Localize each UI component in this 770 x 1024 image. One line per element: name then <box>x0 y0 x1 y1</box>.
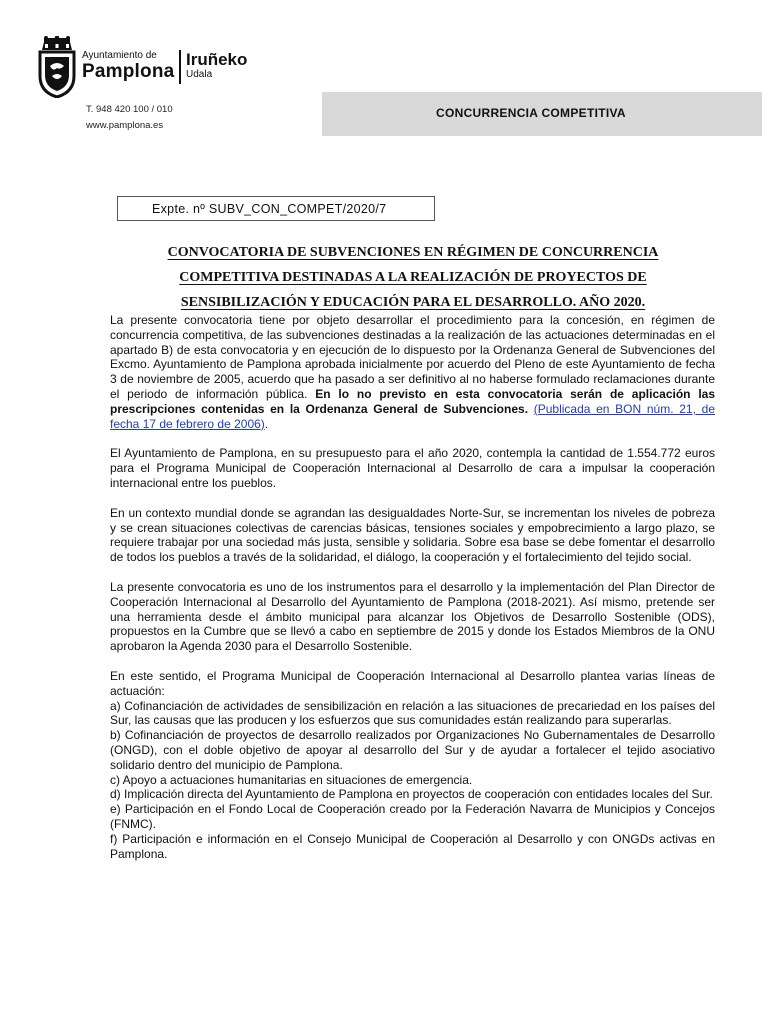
lineas-intro: En este sentido, el Programa Municipal de Cooperación Internacional al Desarrollo plantea varias líneas de actuación: <box>110 668 715 698</box>
org-name-es <box>82 50 174 82</box>
paragraph-contexto: En un contexto mundial donde se agrandan las desigualdades Norte-Sur, se incrementan los niveles de pobreza y se crean situaciones colectivas de carencias básicas, tensiones sociales y empobrecimiento a largo plazo, se requiere trabajar por una sociedad más justa, sensible y solidaria. Sobre esa base se debe fomentar el desarrollo de todos los pueblos a través de la solidaridad, el diálogo, la cooperación y el fortalecimiento del tejido social. <box>110 505 715 565</box>
org-line2: Pamplona <box>82 61 175 82</box>
paragraph-end: . <box>264 416 269 431</box>
list-item: e) Participación en el Fondo Local de Cooperación creado por la Federación Navarra de Municipios y Concejos (FNMC). <box>110 802 715 831</box>
org-line1: Ayuntamiento de <box>82 50 157 61</box>
coat-of-arms-icon <box>36 36 78 98</box>
list-item: d) Implicación directa del Ayuntamiento de Pamplona en proyectos de cooperación con entidades locales del Sur. <box>110 787 713 802</box>
title-line: SENSIBILIZACIÓN Y EDUCACIÓN PARA EL DESARROLLO. AÑO 2020. <box>180 295 646 310</box>
pamplona-logo <box>36 36 276 98</box>
bon-link[interactable]: (Publicada en BON núm. 21, de fecha 17 de febrero de 2006) <box>110 401 715 431</box>
logo-divider <box>179 50 181 84</box>
document-title <box>108 240 718 315</box>
concurrencia-label: CONCURRENCIA COMPETITIVA <box>436 106 626 120</box>
contact-info <box>86 102 173 134</box>
list-item: b) Cofinanciación de proyectos de desarrollo realizados por Organizaciones No Gubernamentales de Desarrollo (ONGD), con el doble objetivo de apoyar al desarrollo del Sur y de ayudar a fortalecer el tejido asociativo solidario dentro del municipio de Pamplona. <box>110 728 715 772</box>
paragraph-bold: En lo no previsto en esta convocatoria serán de aplicación las prescripciones contenidas en la Ordenanza General de Subvenciones. <box>110 386 715 416</box>
title-line: CONVOCATORIA DE SUBVENCIONES EN RÉGIMEN DE CONCURRENCIA <box>167 245 659 260</box>
list-item: c) Apoyo a actuaciones humanitarias en situaciones de emergencia. <box>110 772 473 787</box>
website: www.pamplona.es <box>86 120 164 131</box>
org-eus-line2: Udala <box>186 69 213 80</box>
list-item: a) Cofinanciación de actividades de sensibilización en relación a las situaciones de precariedad en los países del Sur, las causas que las producen y los esfuerzos que sus comunidades están realizando para superarlas. <box>110 698 715 728</box>
list-item: f) Participación e información en el Consejo Municipal de Cooperación al Desarrollo y con ONGDs activas en Pamplona. <box>110 831 715 861</box>
org-eus-line1: Iruñeko <box>186 50 248 69</box>
expediente-box: Expte. nº SUBV_CON_COMPET/2020/7 <box>117 196 435 221</box>
paragraph-objeto <box>110 313 715 431</box>
paragraph-lineas <box>110 669 715 861</box>
title-line: COMPETITIVA DESTINADAS A LA REALIZACIÓN DE PROYECTOS DE <box>179 270 647 285</box>
phone: T. 948 420 100 / 010 <box>86 104 173 115</box>
paragraph-text: La presente convocatoria tiene por objeto desarrollar el procedimiento para la concesión, en régimen de concurrencia competitiva, de las subvenciones destinadas a la realización de las actuaciones determinadas en el apartado B) de esta convocatoria y en ejecución de lo dispuesto por la Ordenanza General de Subvenciones del Excmo. Ayuntamiento de Pamplona aprobada inicialmente por acuerdo del Pleno de este Ayuntamiento de fecha 3 de noviembre de 2005, acuerdo que ha pasado a ser definitivo al no haberse formulado reclamaciones durante el periodo de información pública. <box>110 313 715 401</box>
paragraph-presupuesto: El Ayuntamiento de Pamplona, en su presupuesto para el año 2020, contempla la cantidad de 1.554.772 euros para el Programa Municipal de Cooperación Internacional al Desarrollo de cara a impulsar la cooperación internacional entre los pueblos. <box>110 446 715 490</box>
org-name-eus <box>186 50 247 81</box>
paragraph-plan-director: La presente convocatoria es uno de los instrumentos para el desarrollo y la implementación del Plan Director de Cooperación Internacional al Desarrollo del Ayuntamiento de Pamplona (2018-2021). Así mismo, pretende ser una herramienta desde el ámbito municipal para alcanzar los Objetivos de Desarrollo Sostenible (ODS), propuestos en la Cumbre que se llevó a cabo en septiembre de 2015 y donde los Estados Miembros de la ONU aprobaron la Agenda 2030 para el Desarrollo Sostenible. <box>110 579 715 654</box>
document-body <box>110 313 715 861</box>
